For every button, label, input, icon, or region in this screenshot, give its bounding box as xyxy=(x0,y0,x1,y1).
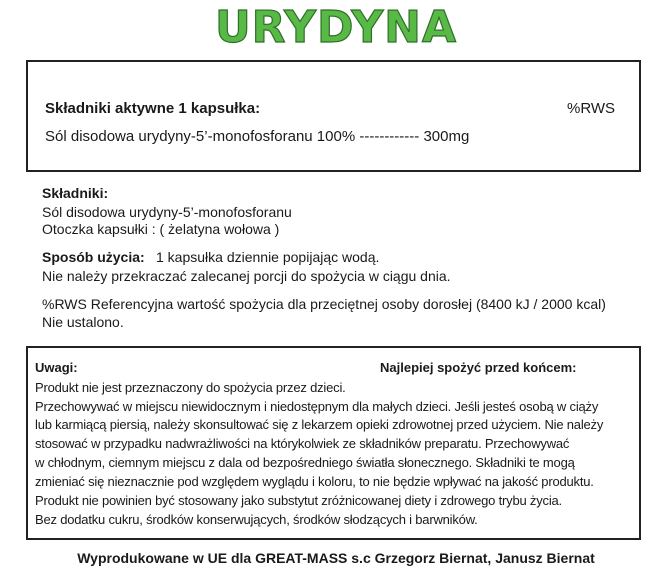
rws-column-header: %RWS xyxy=(567,100,616,117)
ingredients-line-1: Sól disodowa urydyny-5’-monofosforanu xyxy=(42,204,292,220)
notes-line: stosować w przypadku nadwrażliwości na którykolwiek ze składników preparatu. Przechowywać xyxy=(35,436,570,451)
ingredients-heading: Składniki: xyxy=(42,185,109,201)
notes-line: Produkt nie jest przeznaczony do spożycia przez dzieci. xyxy=(35,380,346,395)
notes-heading: Uwagi: xyxy=(35,360,78,375)
product-title: URYDYNA xyxy=(214,2,458,53)
notes-line: zmieniać się nieznacznie pod względem wyglądu i koloru, to nie będzie wpływać na jakość produktu. xyxy=(35,474,594,489)
usage-text-2: Nie należy przekraczać zalecanej porcji do spożycia w ciągu dnia. xyxy=(42,268,451,284)
best-before-label: Najlepiej spożyć przed końcem: xyxy=(380,360,577,375)
usage-label: Sposób użycia: xyxy=(42,249,145,265)
notes-line: w chłodnym, ciemnym miejscu z dala od bezpośredniego światła słonecznego. Składniki te mogą xyxy=(35,455,575,470)
rws-line-1: %RWS Referencyjna wartość spożycia dla przeciętnej osoby dorosłej (8400 kJ / 2000 kcal) xyxy=(42,296,606,312)
rws-line-2: Nie ustalono. xyxy=(42,314,124,330)
notes-line: lub karmiącą piersią, należy skonsultować się z lekarzem opieki zdrowotnej przed użyciem. Nie należy xyxy=(35,417,604,432)
notes-line: Bez dodatku cukru, środków konserwujących, środków słodzących i barwników. xyxy=(35,512,478,527)
active-ingredient-line: Sól disodowa urydyny-5’-monofosforanu 100% ------------ 300mg xyxy=(45,128,470,145)
notes-line: Produkt nie powinien być stosowany jako substytut zróżnicowanej diety i zdrowego trybu życia. xyxy=(35,493,562,508)
ingredients-line-2: Otoczka kapsułki : ( żelatyna wołowa ) xyxy=(42,221,280,237)
usage-text-1: 1 kapsułka dziennie popijając wodą. xyxy=(156,249,380,265)
manufacturer-footer: Wyprodukowane w UE dla GREAT-MASS s.c Grzegorz Biernat, Janusz Biernat xyxy=(77,550,595,566)
notes-line: Przechowywać w miejscu niewidocznym i niedostępnym dla małych dzieci. Jeśli jesteś osobą w ciąży xyxy=(35,399,599,414)
active-ingredients-heading: Składniki aktywne 1 kapsułka: xyxy=(45,100,261,117)
